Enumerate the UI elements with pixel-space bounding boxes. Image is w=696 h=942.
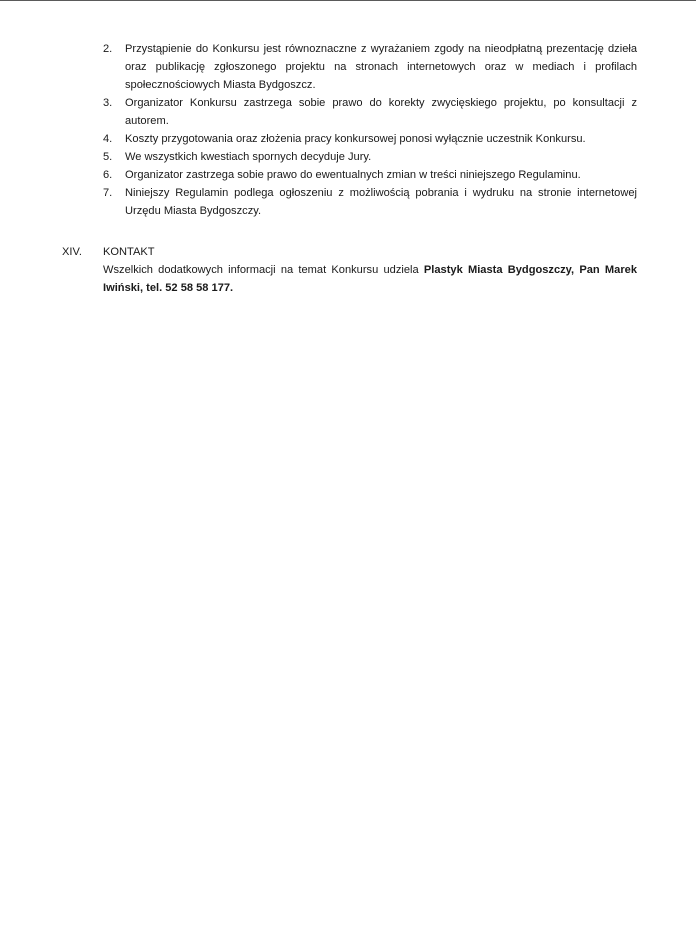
list-item-text: Przystąpienie do Konkursu jest równoznaczne z wyrażaniem zgody na nieodpłatną prezentację dzieła oraz publikację zgłoszonego projektu na stronach internetowych oraz w mediach i profilach społecznościowych Miasta Bydgoszcz. xyxy=(125,43,637,91)
list-item-number: 2. xyxy=(103,43,113,55)
contact-paragraph xyxy=(103,261,637,297)
list-item-number: 4. xyxy=(103,133,113,145)
list-item xyxy=(103,148,637,166)
list-item xyxy=(103,130,637,148)
list-item-text: We wszystkich kwestiach spornych decyduje Jury. xyxy=(125,151,372,163)
list-item-text: Organizator zastrzega sobie prawo do ewentualnych zmian w treści niniejszego Regulaminu. xyxy=(125,169,581,181)
list-item-number: 7. xyxy=(103,187,113,199)
list-item-text: Koszty przygotowania oraz złożenia pracy konkursowej ponosi wyłącznie uczestnik Konkursu. xyxy=(125,133,586,145)
list-item-text: Niniejszy Regulamin podlega ogłoszeniu z możliwością pobrania i wydruku na stronie internetowej Urzędu Miasta Bydgoszczy. xyxy=(125,187,637,217)
section-number: XIV. xyxy=(62,246,82,258)
page-top-border xyxy=(0,0,696,1)
list-item xyxy=(103,184,637,220)
list-item-number: 6. xyxy=(103,169,113,181)
list-item xyxy=(103,40,637,94)
list-item-number: 3. xyxy=(103,97,113,109)
list-item xyxy=(103,166,637,184)
rules-numbered-list xyxy=(103,40,637,220)
contact-text: Wszelkich dodatkowych informacji na temat Konkursu udziela xyxy=(103,264,424,276)
list-item xyxy=(103,94,637,130)
contact-person: Plastyk Miasta Bydgoszczy, Pan Marek Iwiński, tel. 52 58 58 177. xyxy=(103,264,637,294)
section-title: KONTAKT xyxy=(103,246,155,258)
list-item-number: 5. xyxy=(103,151,113,163)
list-item-text: Organizator Konkursu zastrzega sobie prawo do korekty zwycięskiego projektu, po konsultacji z autorem. xyxy=(125,97,637,127)
section-body xyxy=(103,243,637,297)
